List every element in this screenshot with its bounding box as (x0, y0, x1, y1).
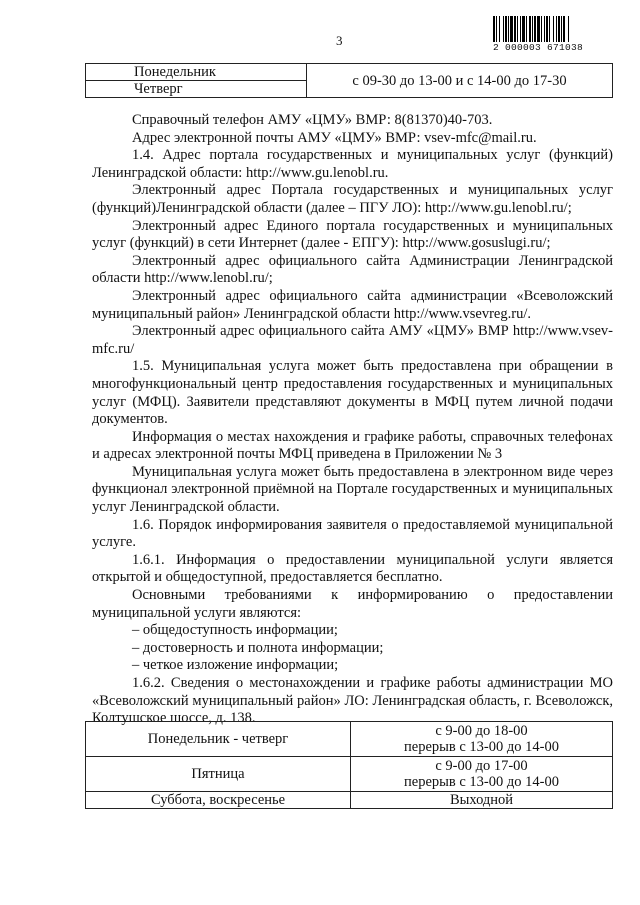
paragraph: 1.4. Адрес портала государственных и муниципальных услуг (функций) Ленинградской области: http://www.gu.lenobl.ru. (92, 147, 613, 181)
barcode-bars (493, 16, 608, 42)
paragraph: Электронный адрес Единого портала государственных и муниципальных услуг (функций) в сети Интернет (далее - ЕПГУ): http://www.gosuslugi.ru/; (92, 217, 613, 252)
table-row (86, 722, 613, 757)
schedule-hours (351, 757, 613, 792)
page-number: 3 (336, 33, 343, 48)
schedule-day: Суббота, воскресенье (86, 792, 351, 809)
schedule-day: Понедельник (86, 64, 307, 81)
schedule-day: Четверг (86, 81, 307, 98)
hours-line: перерыв с 13-00 до 14-00 (404, 774, 559, 790)
paragraph: Электронный адрес официального сайта администрации «Всеволожский муниципальный район» Ленинградской области http://www.vsevreg.ru/. (92, 287, 613, 322)
hours-line: перерыв с 13-00 до 14-00 (404, 739, 559, 755)
barcode-number: 2 000003 671038 (493, 42, 584, 53)
schedule-hours: Выходной (351, 792, 613, 809)
paragraph: Электронный адрес Портала государственных и муниципальных услуг (функций)Ленинградской области (далее – ПГУ ЛО): http://www.gu.lenobl.ru/; (92, 182, 613, 216)
mfc-schedule-table (85, 63, 613, 98)
paragraph: 1.5. Муниципальная услуга может быть предоставлена при обращении в многофункциональный центр предоставления государственных и муниципальных услуг (МФЦ). Заявители представляют документы в МФЦ путем личной подачи документов. (92, 358, 613, 428)
schedule-day: Понедельник - четверг (86, 722, 351, 757)
admin-schedule-table (85, 721, 613, 809)
paragraph: 1.6.1. Информация о предоставлении муниципальной услуги является открытой и общедоступной, предоставляется бесплатно. (92, 551, 613, 586)
schedule-hours: с 09-30 до 13-00 и с 14-00 до 17-30 (307, 64, 613, 98)
paragraph: Электронный адрес официального сайта АМУ «ЦМУ» ВМР http://www.vsev-mfc.ru/ (92, 323, 613, 357)
paragraph: Основными требованиями к информированию о предоставлении муниципальной услуги являются: (92, 587, 613, 621)
list-item: – достоверность и полнота информации; (92, 640, 613, 658)
admin-address-paragraph: 1.6.2. Сведения о местонахождении и графике работы администрации МО «Всеволожский муниципальный район» ЛО: Ленинградская область, г. Всеволожск, Колтушское шоссе, д. 138. (92, 675, 613, 727)
paragraph: Электронный адрес официального сайта Администрации Ленинградской области http://www.lenobl.ru/; (92, 252, 613, 287)
barcode (493, 16, 608, 56)
email-paragraph: Адрес электронной почты АМУ «ЦМУ» ВМР: vsev-mfc@mail.ru. (132, 129, 537, 146)
list-item: – четкое изложение информации; (92, 657, 613, 675)
table-row (86, 64, 613, 81)
paragraph: 1.6. Порядок информирования заявителя о предоставляемой муниципальной услуге. (92, 516, 613, 551)
hours-line: с 9-00 до 17-00 (435, 758, 528, 774)
table-row (86, 757, 613, 792)
paragraph: Муниципальная услуга может быть предоставлена в электронном виде через функционал электронной приёмной на Портале государственных и муниципальных услуг Ленинградской области. (92, 463, 613, 516)
list-item: – общедоступность информации; (92, 622, 613, 640)
phone-paragraph: Справочный телефон АМУ «ЦМУ» ВМР: 8(81370)40-703. (132, 112, 493, 128)
schedule-hours (351, 722, 613, 757)
table-row (86, 792, 613, 809)
requirements-list (92, 622, 613, 675)
hours-line: с 9-00 до 18-00 (435, 723, 528, 739)
paragraph: Информация о местах нахождения и графике работы, справочных телефонах и адресах электронной почты МФЦ приведена в Приложении № 3 (92, 428, 613, 463)
schedule-day: Пятница (86, 757, 351, 792)
document-body (92, 112, 613, 728)
